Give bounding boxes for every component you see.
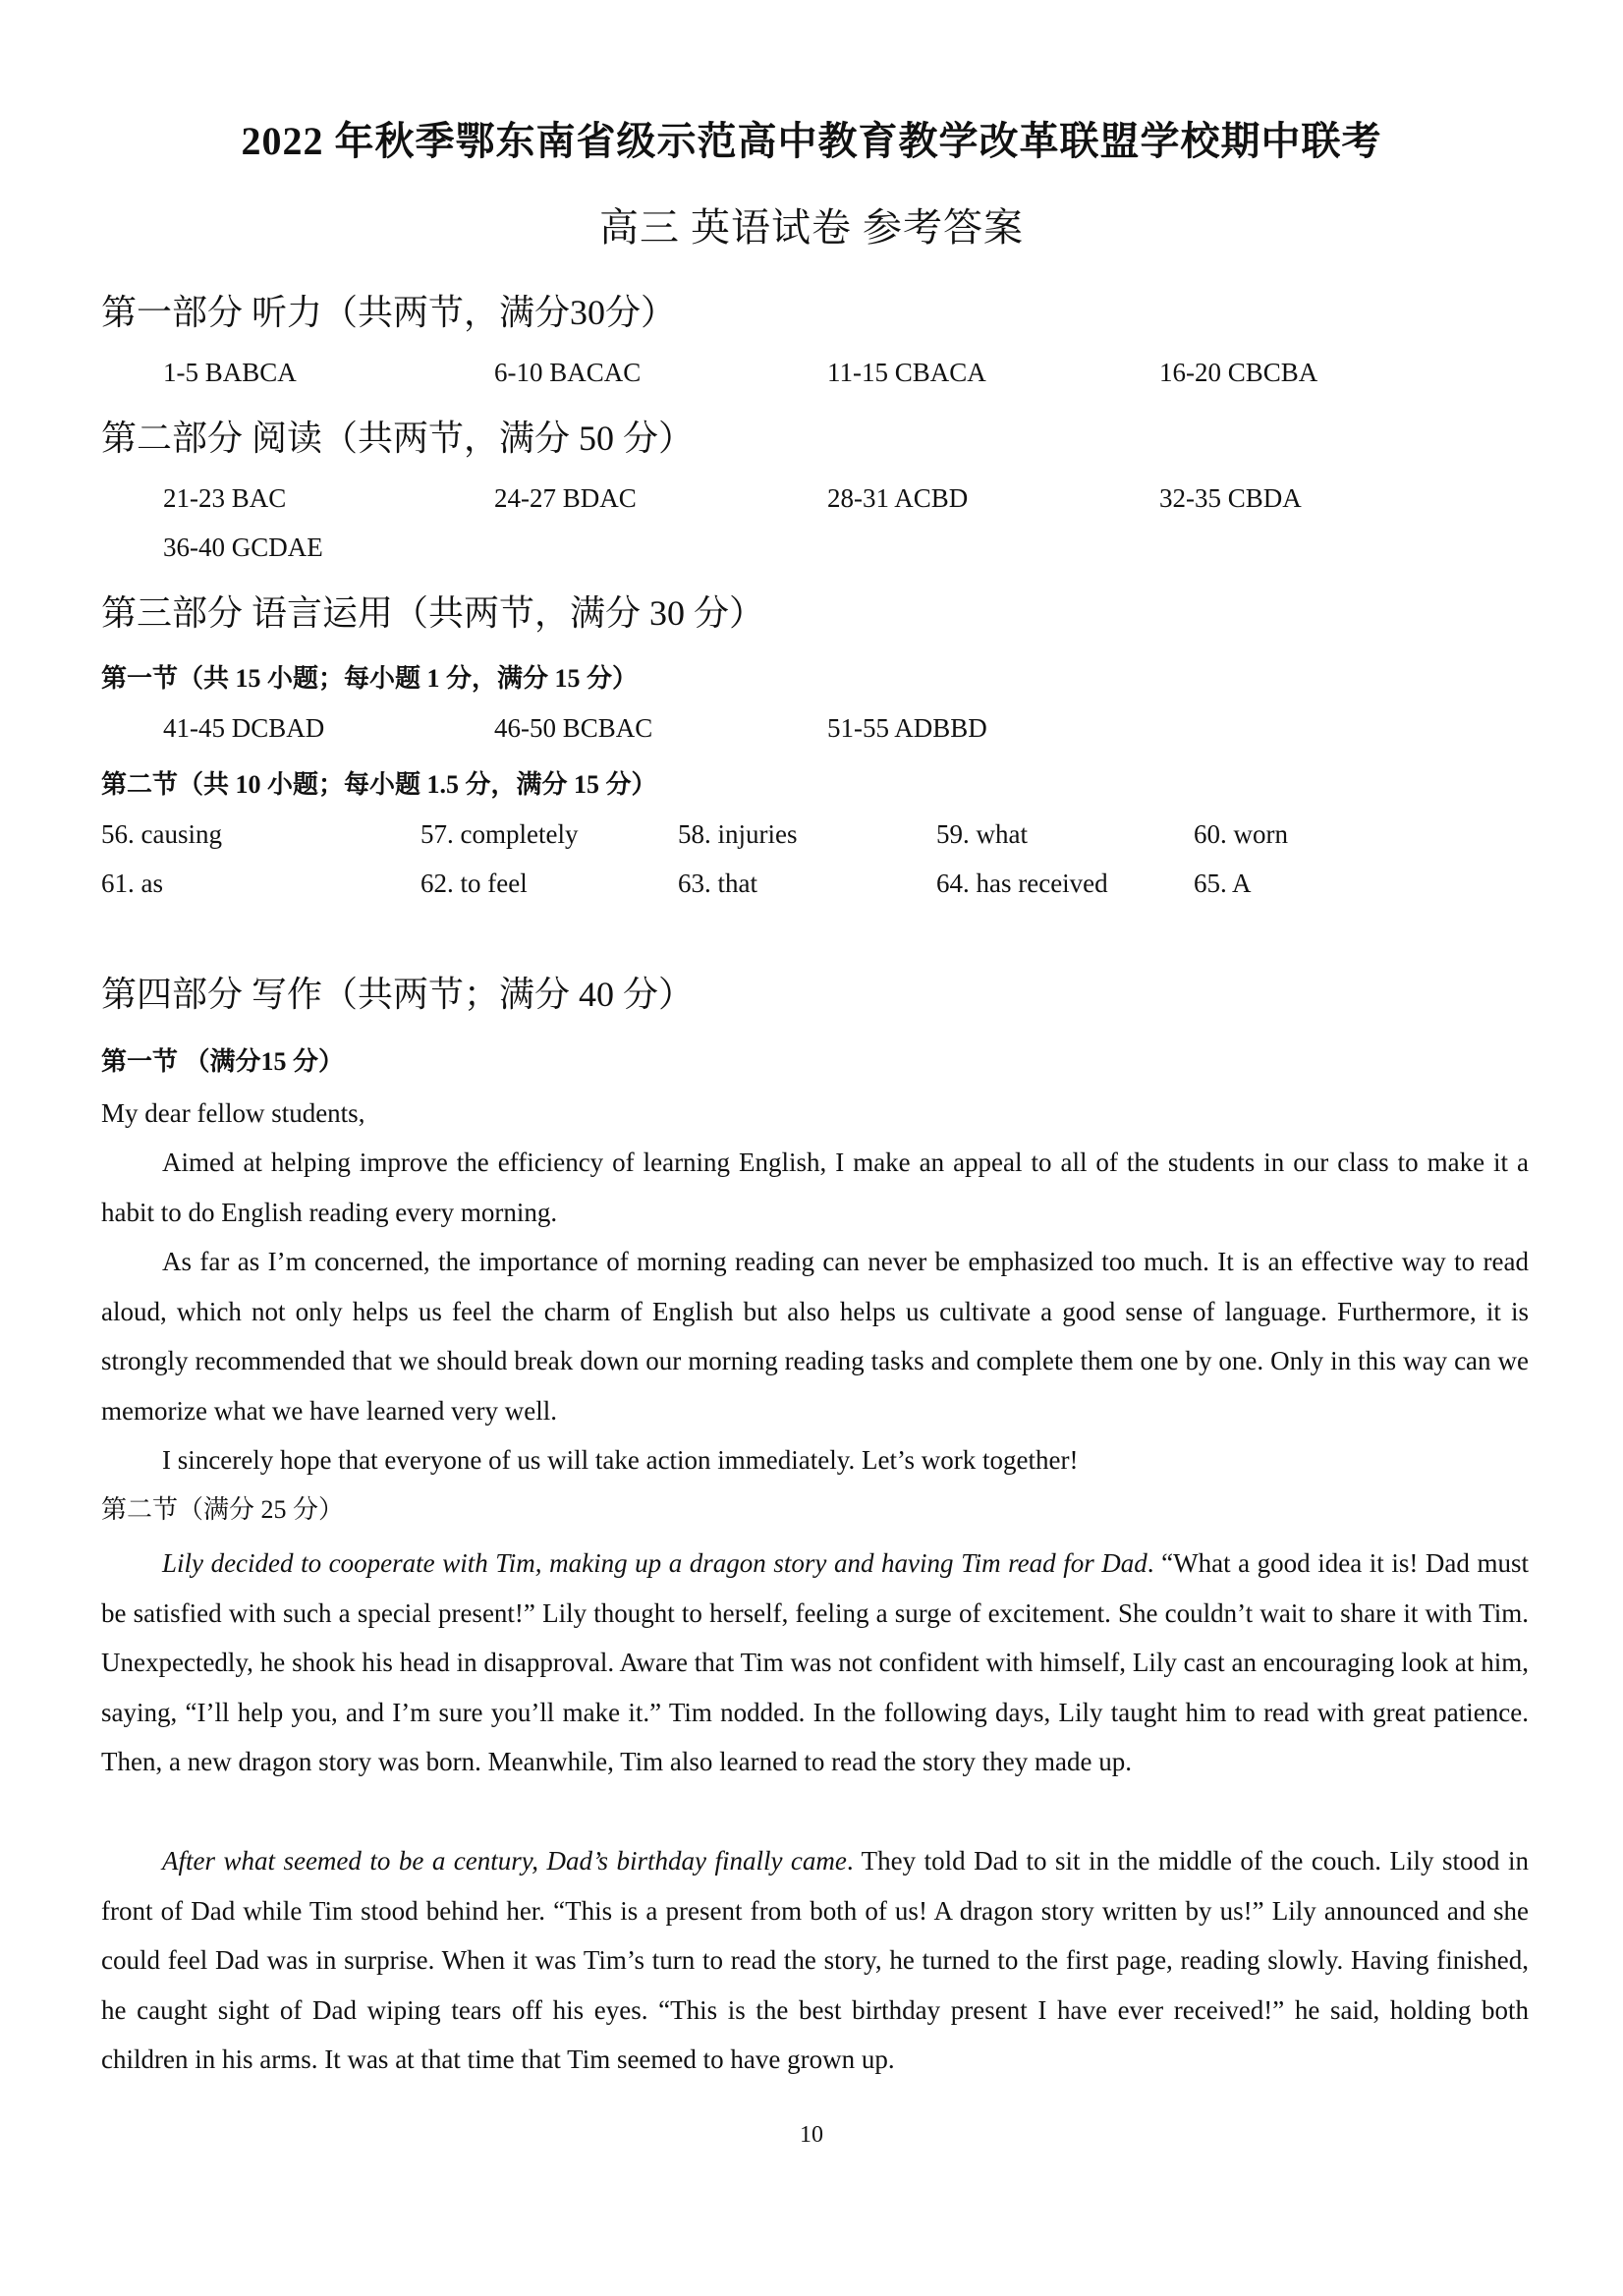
story-lead-sentence: After what seemed to be a century, Dad’s birthday finally came — [162, 1846, 847, 1876]
part3-section2-heading: 第二节（共 10 小题；每小题 1.5 分，满分 15 分） — [101, 770, 657, 799]
part3-heading: 第三部分 语言运用（共两节，满分 30 分） — [101, 593, 765, 633]
answer-item: 36-40 GCDAE — [163, 532, 323, 562]
letter-paragraph: I sincerely hope that everyone of us will take action immediately. Let’s work together! — [162, 1445, 1079, 1475]
answer-item: 58. injuries — [678, 819, 798, 849]
story-text: . They told Dad to sit in the middle of the couch. Lily stood in front of Dad while Tim stood behind her. “This is a present from both of us! A dragon story written by us!” Lily announced and she could feel Dad was in surprise. When it was Tim’s turn to read the story, he turned to the first page, reading slowly. Having finished, he caught sight of Dad wiping tears off his eyes. “This is the best birthday present I have ever received!” he said, holding both children in his arms. It was at that time that Tim seemed to have grown up. — [101, 1846, 1529, 2074]
answer-item: 11-15 CBACA — [827, 358, 986, 387]
answer-item: 59. what — [936, 819, 1028, 849]
page-title: 2022 年秋季鄂东南省级示范高中教育教学改革联盟学校期中联考 — [241, 119, 1382, 163]
answer-item: 62. to feel — [420, 868, 528, 898]
page-number: 10 — [800, 2122, 823, 2148]
story-paragraph — [101, 1836, 1529, 2085]
answer-item: 32-35 CBDA — [1159, 483, 1302, 513]
page-subtitle: 高三 英语试卷 参考答案 — [599, 205, 1024, 250]
part4-section1-heading: 第一节 （满分15 分） — [101, 1047, 345, 1076]
answer-item: 64. has received — [936, 868, 1108, 898]
answer-item: 61. as — [101, 868, 163, 898]
part3-section1-heading: 第一节（共 15 小题；每小题 1 分，满分 15 分） — [101, 664, 639, 693]
letter-paragraph: Aimed at helping improve the efficiency of learning English, I make an appeal to all of the students in our class to make it a habit to do English reading every morning. — [101, 1148, 1529, 1227]
answer-item: 56. causing — [101, 819, 222, 849]
answer-item: 57. completely — [420, 819, 579, 849]
answer-item: 28-31 ACBD — [827, 483, 969, 513]
answer-item: 6-10 BACAC — [494, 358, 642, 387]
part4-heading: 第四部分 写作（共两节；满分 40 分） — [101, 975, 695, 1014]
answer-item: 16-20 CBCBA — [1159, 358, 1318, 387]
answer-item: 41-45 DCBAD — [163, 713, 325, 743]
answer-item: 1-5 BABCA — [163, 358, 297, 387]
letter-paragraph: As far as I’m concerned, the importance of morning reading can never be emphasized too much. It is an effective way to read aloud, which not only helps us feel the charm of English but also helps us cultivate a good sense of language. Furthermore, it is strongly recommended that we should break down our morning reading tasks and complete them one by one. Only in this way can we memorize what we have learned very well. — [101, 1247, 1529, 1426]
part4-section2-heading: 第二节（满分 25 分） — [101, 1495, 345, 1524]
answer-item: 46-50 BCBAC — [494, 713, 653, 743]
answer-item: 24-27 BDAC — [494, 483, 637, 513]
story-text: . “What a good idea it is! Dad must be satisfied with such a special present!” Lily thought to herself, feeling a surge of excitement. She couldn’t wait to share it with Tim. Unexpectedly, he shook his head in disapproval. Aware that Tim was not confident with himself, Lily cast an encouraging look at him, saying, “I’ll help you, and I’m sure you’ll make it.” Tim nodded. In the following days, Lily taught him to read with great patience. Then, a new dragon story was born. Meanwhile, Tim also learned to read the story they made up. — [101, 1548, 1529, 1776]
part2-heading: 第二部分 阅读（共两节，满分 50 分） — [101, 419, 695, 458]
story-lead-sentence: Lily decided to cooperate with Tim, making up a dragon story and having Tim read for Dad — [162, 1548, 1147, 1578]
answer-item: 65. A — [1194, 868, 1252, 898]
answer-item: 51-55 ADBBD — [827, 713, 987, 743]
answer-item: 60. worn — [1194, 819, 1288, 849]
part1-heading: 第一部分 听力（共两节，满分30分） — [101, 293, 677, 332]
answer-item: 21-23 BAC — [163, 483, 287, 513]
story-paragraph — [101, 1539, 1529, 1787]
letter-salutation: My dear fellow students, — [101, 1098, 365, 1128]
answer-item: 63. that — [678, 868, 757, 898]
